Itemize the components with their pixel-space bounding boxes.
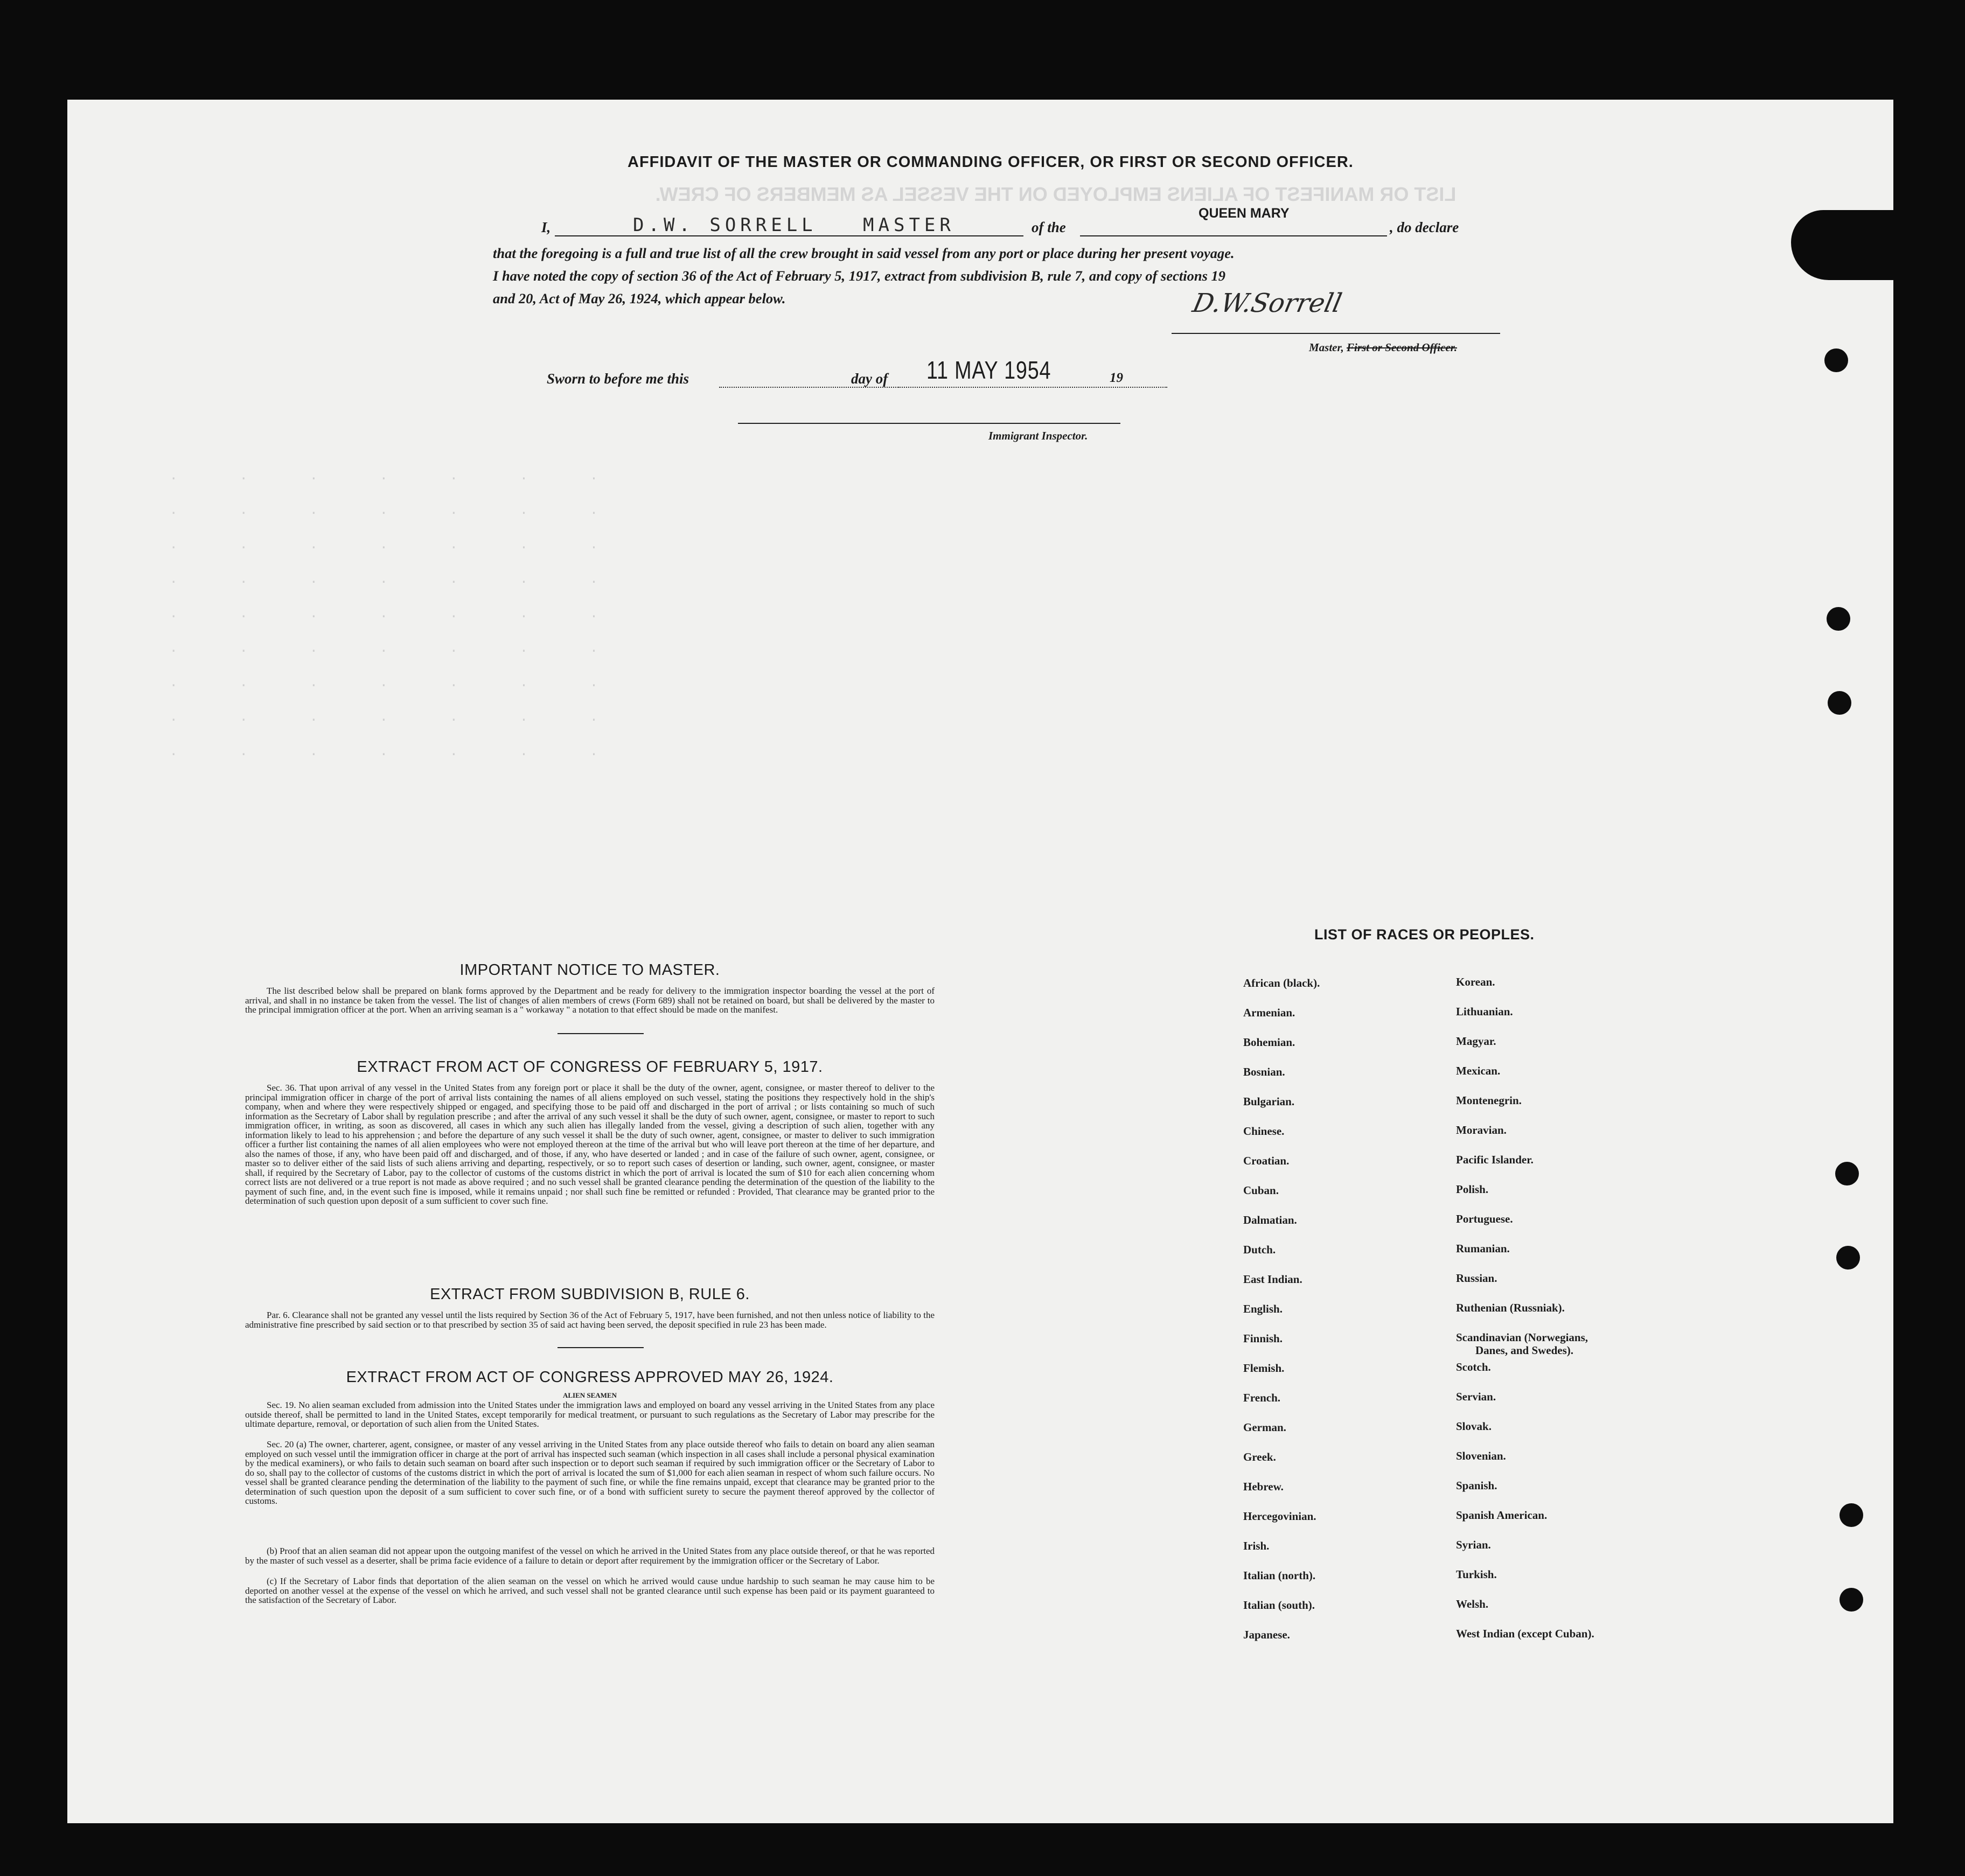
race-right-6: Pacific Islander.	[1456, 1153, 1534, 1166]
subdivision-body: Par. 6. Clearance shall not be granted any vessel until the lists required by Section 36 of the Act of February 5, 1917, have been furnished, and not then unless notice of liability to the administrative fine prescribed by said section or to that prescribed by section 35 of said act having been served, the deposit specified in rule 23 has been made.	[245, 1310, 935, 1330]
race-right-3: Mexican.	[1456, 1064, 1501, 1077]
bleedthrough-rows: . . . . . . . . . . . . . . . . . . . . . . . . . . . . . . . . . . . . . . . . . . . . . . . . . . . . . . . . . . . . . . .	[170, 468, 598, 758]
punch-hole	[1835, 1162, 1859, 1185]
signer-title-struck: First or Second Officer.	[1347, 341, 1457, 354]
alien-seamen-subtitle: ALIEN SEAMEN	[562, 1391, 617, 1399]
inspector-label: Immigrant Inspector.	[988, 429, 1088, 442]
race-left-13: Flemish.	[1243, 1362, 1285, 1375]
inspector-line	[738, 423, 1120, 424]
race-right-1: Lithuanian.	[1456, 1005, 1513, 1018]
punch-hole	[1839, 1588, 1863, 1612]
punch-hole	[1828, 691, 1851, 715]
extract-1917-body: Sec. 36. That upon arrival of any vessel in the United States from any foreign port or place it shall be the duty of the owner, agent, consignee, or master thereof to deliver to the principal immigration officer in charge of the port of arrival lists containing the names of all aliens employed on such vessel, stating the positions they respectively hold in the ship's company, when and where they were respectively shipped or engaged, and specifying those to be paid off and discharged in the port of arrival ; or lists containing so much of such information as the Secretary of Labor shall by regulation prescribe ; and after the arrival of any such vessel it shall be the duty of such owner, agent, consignee, or master to report to such immigration officer, in writing, as soon as discovered, all cases in which any such alien has illegally landed from the vessel, giving a description of such alien, together with any information likely to lead to his apprehension ; and before the departure of any such vessel it shall be the duty of such owner, agent, consignee, or master to deliver to such immigration officer a further list containing the names of all alien employees who were not employed thereon at the time of the arrival but who will leave port thereon at the time of her departure, and also the names of those, if any, who have been paid off and discharged, and of those, if any, who have deserted or landed ; and in case of the failure of such owner, agent, consignee, or master so to deliver either of the said lists of such aliens arriving and departing, respectively, or so to report such cases of desertion or landing, such owner, agent, consignee, or master shall, if required by the Secretary of Labor, pay to the collector of customs of the customs district in which the port of arrival is located the sum of $10 for each alien concerning whom correct lists are not delivered or a true report is not made as above required ; and no such vessel shall be granted clearance pending the determination of the question of the liability to the payment of such fine, and, in the event such fine is imposed, while it remains unpaid ; nor shall such fine be remitted or refunded : Provided, That clearance may be granted prior to the determination of such question upon deposit of a sum sufficient to cover such fine.	[245, 1083, 935, 1206]
race-left-2: Bohemian.	[1243, 1036, 1295, 1049]
punch-hole	[1824, 348, 1848, 372]
race-left-20: Italian (north).	[1243, 1569, 1316, 1582]
race-right-9: Rumanian.	[1456, 1242, 1510, 1255]
sec-20c-body: (c) If the Secretary of Labor finds that deportation of the alien seaman on the vessel on which he arrived would cause undue hardship to such seaman he may cause him to be deported on another vessel at the expense of the vessel on which he arrived, and such vessel shall not be granted clearance until such expense has been paid or its payment guaranteed to the satisfaction of the Secretary of Labor.	[245, 1576, 935, 1605]
race-left-11: English.	[1243, 1302, 1283, 1315]
race-right-20: Syrian.	[1456, 1538, 1491, 1551]
sec-20a-body: Sec. 20 (a) The owner, charterer, agent, consignee, or master of any vessel arriving in the United States from any place outside thereof who fails to detain on board any alien seaman employed on such vessel until the immigration officer in charge at the port of arrival has inspected such seaman (which inspection in all cases shall include a personal physical examination by the medical examiners), or who fails to detain such seaman on board after such inspection or to deport such seaman if required by such immigration officer or the Secretary of Labor to do so, shall pay to the collector of customs of the customs district in which the port of arrival is located the sum of $1,000 for each alien seaman in respect of whom such failure occurs. No vessel shall be granted clearance pending the determination of the liability to the payment of such fine, or while the fine remains unpaid, except that clearance may be granted prior to the determination of such question upon the deposit of a sum sufficient to cover such fine, or of a bond with sufficient surety to secure the payment thereof approved by the collector of customs.	[245, 1439, 935, 1506]
race-right-21: Turkish.	[1456, 1568, 1497, 1581]
race-left-21: Italian (south).	[1243, 1599, 1315, 1612]
race-left-7: Cuban.	[1243, 1184, 1279, 1197]
race-right-2: Magyar.	[1456, 1035, 1496, 1048]
signature-line	[1172, 333, 1500, 334]
torn-edge	[1791, 210, 1893, 280]
race-right-17: Slovenian.	[1456, 1449, 1506, 1462]
race-right-12: Scandinavian (Norwegians,	[1456, 1331, 1588, 1344]
race-left-19: Irish.	[1243, 1539, 1270, 1552]
race-right-11: Ruthenian (Russniak).	[1456, 1301, 1565, 1314]
subdivision-title: EXTRACT FROM SUBDIVISION B, RULE 6.	[430, 1286, 750, 1303]
race-left-1: Armenian.	[1243, 1006, 1295, 1019]
sworn-month-line	[898, 387, 1167, 388]
punch-hole	[1839, 1503, 1863, 1527]
notice-title: IMPORTANT NOTICE TO MASTER.	[459, 961, 720, 979]
race-left-14: French.	[1243, 1391, 1281, 1404]
race-right-0: Korean.	[1456, 975, 1495, 988]
affidavit-line-4: and 20, Act of May 26, 1924, which appear below.	[493, 290, 786, 306]
race-right-19: Spanish American.	[1456, 1509, 1548, 1522]
date-stamp: 11 MAY 1954	[926, 356, 1051, 384]
affidavit-line-2: that the foregoing is a full and true list of all the crew brought in said vessel from any port or place during her present voyage.	[493, 245, 1235, 261]
race-right-7: Polish.	[1456, 1183, 1489, 1196]
signer-title	[1309, 341, 1457, 354]
extract-1917-title: EXTRACT FROM ACT OF CONGRESS OF FEBRUARY 5, 1917.	[357, 1058, 823, 1076]
race-left-8: Dalmatian.	[1243, 1214, 1297, 1226]
race-left-0: African (black).	[1243, 977, 1320, 989]
vessel-line	[1080, 235, 1387, 236]
race-left-5: Chinese.	[1243, 1125, 1285, 1138]
of-the-label: of the	[1032, 219, 1066, 235]
race-right-13: Danes, and Swedes).	[1475, 1344, 1574, 1357]
notice-rule	[558, 1033, 644, 1034]
day-of-label: day of	[851, 371, 888, 387]
race-left-17: Hebrew.	[1243, 1480, 1284, 1493]
subdivision-rule	[558, 1347, 644, 1348]
race-right-23: West Indian (except Cuban).	[1456, 1627, 1594, 1640]
race-right-22: Welsh.	[1456, 1598, 1489, 1610]
race-left-16: Greek.	[1243, 1450, 1276, 1463]
races-title: LIST OF RACES OR PEOPLES.	[1314, 926, 1535, 943]
race-left-18: Hercegovinian.	[1243, 1510, 1316, 1523]
sec-20b-body: (b) Proof that an alien seaman did not appear upon the outgoing manifest of the vessel on which he arrived in the United States from any place outside thereof, or that he was reported by the master of such vessel as a deserter, shall be prima facie evidence of a failure to detain or deport after requirement by the immigration officer or the Secretary of Labor.	[245, 1546, 935, 1566]
document-sheet	[67, 100, 1893, 1823]
race-left-3: Bosnian.	[1243, 1065, 1285, 1078]
vessel-name: QUEEN MARY	[1198, 206, 1290, 221]
race-left-4: Bulgarian.	[1243, 1095, 1295, 1108]
race-left-22: Japanese.	[1243, 1628, 1290, 1641]
race-left-10: East Indian.	[1243, 1273, 1302, 1286]
race-right-4: Montenegrin.	[1456, 1094, 1522, 1107]
race-right-14: Scotch.	[1456, 1361, 1491, 1373]
race-right-5: Moravian.	[1456, 1124, 1507, 1136]
race-right-8: Portuguese.	[1456, 1212, 1513, 1225]
race-left-6: Croatian.	[1243, 1154, 1290, 1167]
do-declare-label: , do declare	[1390, 219, 1459, 235]
year-prefix: 19	[1110, 371, 1123, 385]
punch-hole	[1827, 607, 1850, 631]
affidavit-title: AFFIDAVIT OF THE MASTER OR COMMANDING OFFICER, OR FIRST OR SECOND OFFICER.	[628, 154, 1354, 171]
race-left-12: Finnish.	[1243, 1332, 1283, 1345]
race-left-9: Dutch.	[1243, 1243, 1276, 1256]
extract-1924-title: EXTRACT FROM ACT OF CONGRESS APPROVED MAY 26, 1924.	[346, 1369, 834, 1386]
race-right-16: Slovak.	[1456, 1420, 1492, 1433]
race-left-15: German.	[1243, 1421, 1286, 1434]
master-name-handwritten: D.W. SORRELL MASTER	[633, 214, 955, 236]
notice-body: The list described below shall be prepared on blank forms approved by the Department and be ready for delivery to the immigration inspector boarding the vessel at the port of arrival, and shall in no instance be taken from the vessel. The list of changes of alien members of crews (Form 689) shall not be retained on board, but shall be delivered by the master to the principal immigration officer at the port. When an arriving seaman is a " workaway " a notation to that effect should be made on the manifest.	[245, 986, 935, 1015]
sworn-label: Sworn to before me this	[547, 371, 689, 387]
affidavit-i: I,	[541, 219, 551, 235]
bleedthrough-heading: LIST OR MANIFEST OF ALIENS EMPLOYED ON THE VESSEL AS MEMBERS OF CREW.	[655, 183, 1457, 205]
race-right-10: Russian.	[1456, 1272, 1497, 1285]
affidavit-line-3: I have noted the copy of section 36 of the Act of February 5, 1917, extract from subdivision B, rule 7, and copy of sections 19	[493, 268, 1226, 284]
sec-19-body: Sec. 19. No alien seaman excluded from admission into the United States under the immigration laws and employed on board any vessel arriving in the United States from any place outside thereof, shall be permitted to land in the United States, except temporarily for medical treatment, or pursuant to such regulations as the Secretary of Labor may prescribe for the ultimate departure, removal, or deportation of such alien from the United States.	[245, 1400, 935, 1429]
master-signature: D.W.Sorrell	[1190, 288, 1344, 318]
race-right-15: Servian.	[1456, 1390, 1496, 1403]
punch-hole	[1836, 1246, 1860, 1270]
race-right-18: Spanish.	[1456, 1479, 1497, 1492]
signer-title-master: Master,	[1309, 341, 1344, 354]
